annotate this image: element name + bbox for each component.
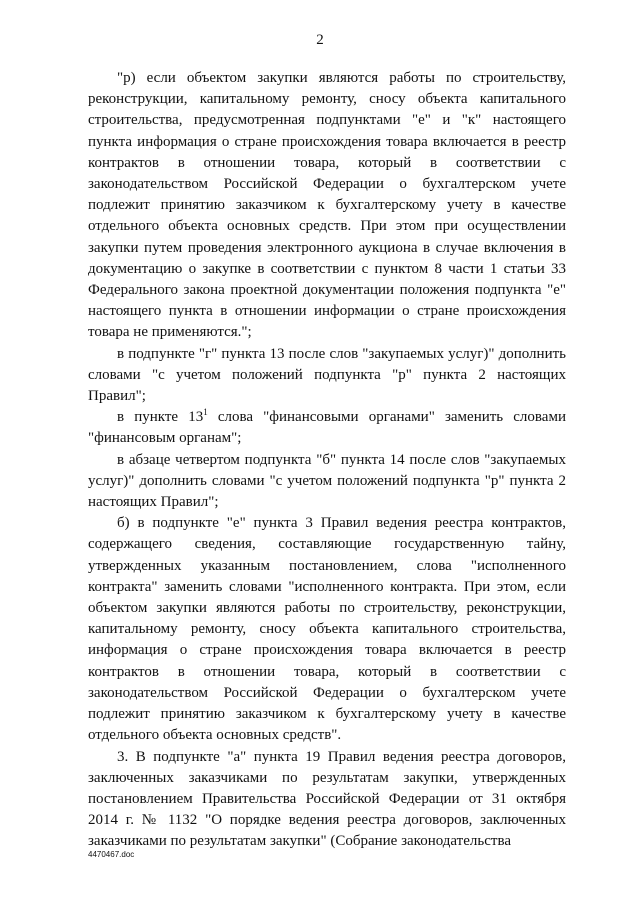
paragraph-text-end: слова "финансовыми органами" заменить словами "финансовым органам"; [88,409,566,447]
paragraph-item-13-1 [88,407,566,449]
paragraph-subitem-r: "р) если объектом закупки являются работы по строительству, реконструкции, капитальному ремонту, сносу объекта капитального строительства, предусмотренная подпунктами "е" и "к" настоящего пункта информация о стране происхождения товара включается в реестр контрактов в отношении товара, который в соответствии с законодательством Российской Федерации о бухгалтерском учете подлежит принятию заказчиком к бухгалтерскому учету в качестве отдельного объекта основных средств. При этом при осуществлении закупки путем проведения электронного аукциона в случае включения в документацию о закупке в соответствии с пунктом 8 части 1 статьи 33 Федерального закона проектной документации положения подпункта "е" настоящего пункта в отношении информации о стране происхождения товара не применяются."; [88,70,566,341]
paragraph-item-14: в абзаце четвертом подпункта "б" пункта 14 после слов "закупаемых услуг)" дополнить словами "с учетом положений подпункта "р" пункта 2 настоящих Правил"; [88,451,566,511]
paragraph-subitem-b: б) в подпункте "е" пункта 3 Правил ведения реестра контрактов, содержащего сведения, составляющие государственную тайну, утвержденных указанным постановлением, слова "исполненного контракта" заменить словами "исполненного контракта. При этом, если объектом закупки являются работы по строительству, реконструкции, капитальному ремонту, сносу объекта капитального строительства, информация о стране происхождения товара включается в реестр контрактов в отношении товара, который в соответствии с законодательством Российской Федерации о бухгалтерском учете подлежит принятию заказчиком к бухгалтерскому учету в качестве отдельного объекта основных средств". [88,515,566,744]
paragraph-item-13: в подпункте "г" пункта 13 после слов "закупаемых услуг)" дополнить словами "с учетом положений подпункта "р" пункта 2 настоящих Правил"; [88,345,566,405]
superscript: 1 [203,407,208,418]
page-number: 2 [316,32,324,48]
document-body [88,68,566,853]
paragraph-item-3: 3. В подпункте "а" пункта 19 Правил ведения реестра договоров, заключенных заказчиками по результатам закупки, утвержденных постановлением Правительства Российской Федерации от 31 октября 2014 г. № 1132 "О порядке ведения реестра договоров, заключенных заказчиками по результатам закупки" (Собрание законодательства [88,748,566,850]
paragraph-text-start: в пункте 13 [117,409,204,426]
file-id: 4470467.doc [88,850,135,859]
